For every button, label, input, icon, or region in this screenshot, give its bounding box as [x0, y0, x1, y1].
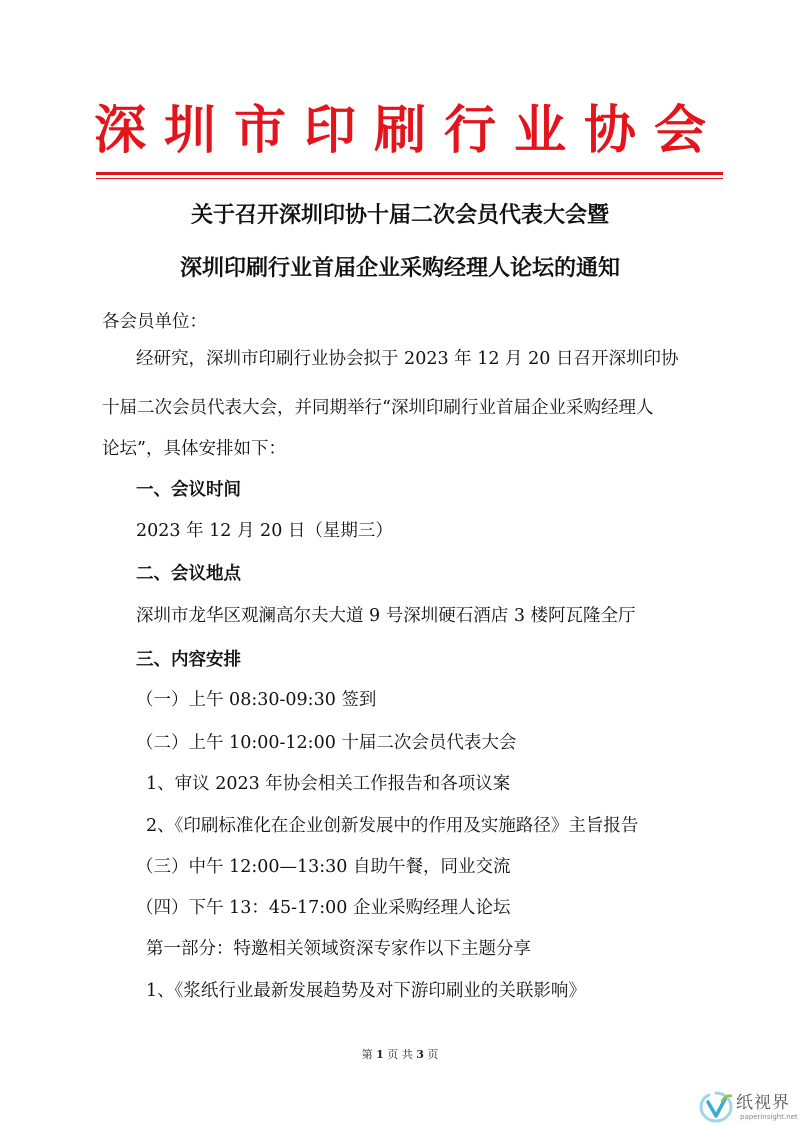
salutation: 各会员单位： [102, 312, 207, 332]
agenda-item: 2、《印刷标准化在企业创新发展中的作用及实施路径》主旨报告 [146, 816, 639, 836]
intro-line-1: 经研究，深圳市印刷行业协会拟于 2023 年 12 月 20 日召开深圳印协 [136, 349, 679, 369]
agenda-item: （四）下午 13：45-17:00 企业采购经理人论坛 [136, 898, 511, 918]
brand-watermark [698, 1088, 798, 1128]
section-heading-venue: 二、会议地点 [136, 564, 241, 584]
page-footer [0, 1046, 800, 1062]
org-header: 深圳市印刷行业协会 [93, 101, 724, 161]
agenda-item: （一）上午 08:30-09:30 签到 [136, 690, 377, 710]
section-heading-time: 一、会议时间 [136, 480, 241, 500]
footer-middle: 页 共 [383, 1048, 417, 1061]
header-rule-thin [96, 178, 723, 179]
footer-prefix: 第 [361, 1048, 377, 1061]
intro-line-2: 十届二次会员代表大会，并同期举行“深圳印刷行业首届企业采购经理人 [102, 398, 654, 418]
notice-title-line-1: 关于召开深圳印协十届二次会员代表大会暨 [190, 203, 609, 228]
agenda-item: 1、《浆纸行业最新发展趋势及对下游印刷业的关联影响》 [146, 981, 586, 1001]
brand-logo-icon [698, 1090, 734, 1124]
meeting-date: 2023 年 12 月 20 日（星期三） [136, 521, 393, 541]
footer-current-page: 1 [376, 1048, 384, 1061]
brand-url: paperinsight.net [740, 1113, 798, 1121]
footer-suffix: 页 [423, 1048, 439, 1061]
header-rule-thick [96, 172, 723, 175]
agenda-item: （三）中午 12:00—13:30 自助午餐，同业交流 [136, 857, 511, 877]
intro-line-3: 论坛”，具体安排如下： [102, 439, 286, 459]
section-heading-agenda: 三、内容安排 [136, 650, 241, 670]
footer-total-pages: 3 [416, 1048, 424, 1061]
agenda-item: （二）上午 10:00-12:00 十届二次会员代表大会 [136, 733, 517, 753]
brand-name: 纸视界 [736, 1093, 790, 1113]
notice-title-line-2: 深圳印刷行业首届企业采购经理人论坛的通知 [179, 256, 620, 281]
agenda-item: 第一部分：特邀相关领域资深专家作以下主题分享 [146, 939, 531, 959]
agenda-item: 1、审议 2023 年协会相关工作报告和各项议案 [146, 774, 511, 794]
meeting-venue: 深圳市龙华区观澜高尔夫大道 9 号深圳硬石酒店 3 楼阿瓦隆全厅 [136, 606, 636, 626]
